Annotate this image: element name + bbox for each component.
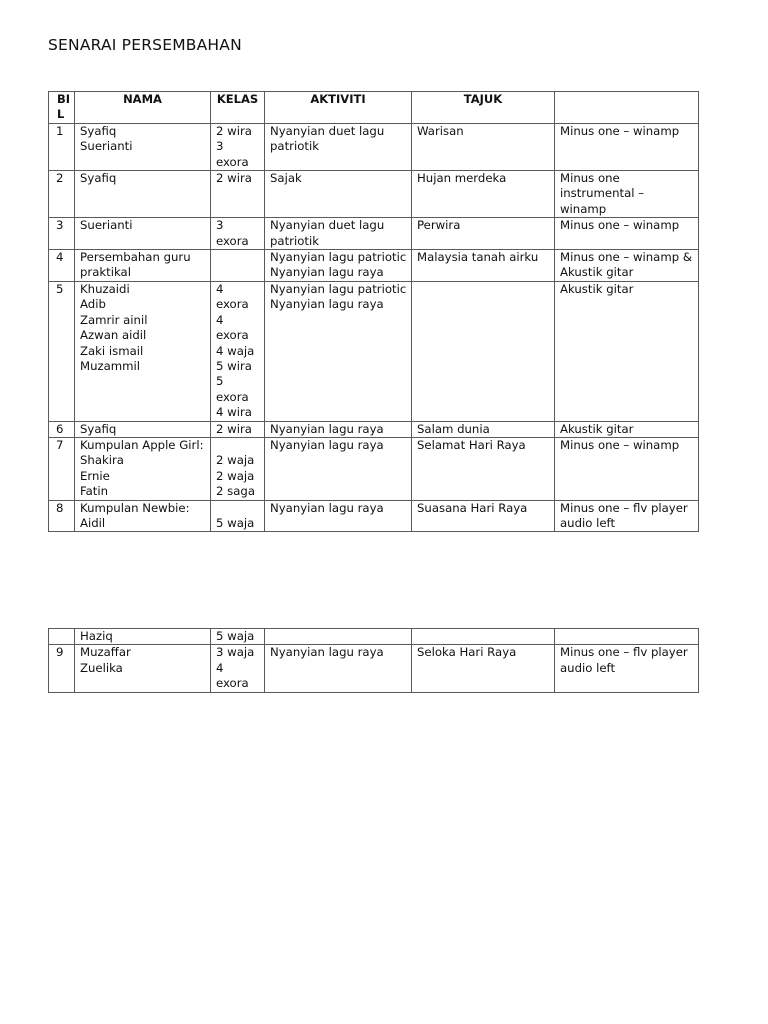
cell-bil: 6 — [49, 421, 75, 437]
cell-aktiviti: Sajak — [265, 171, 412, 218]
cell-bil: 8 — [49, 500, 75, 532]
cell-kelas: 2 wira 3 exora — [211, 123, 265, 170]
cell-tajuk: Selamat Hari Raya — [412, 437, 555, 500]
performance-table-continued — [48, 628, 699, 693]
header-tajuk: TAJUK — [412, 92, 555, 124]
cell-tajuk: Salam dunia — [412, 421, 555, 437]
cell-nama: Kumpulan Apple Girl: Shakira Ernie Fatin — [75, 437, 211, 500]
cell-nama: Persembahan guru praktikal — [75, 250, 211, 282]
cell-bil: 7 — [49, 437, 75, 500]
table-row — [49, 629, 699, 645]
cell-aktiviti: Nyanyian lagu raya — [265, 437, 412, 500]
cell-kelas: 5 waja — [211, 629, 265, 645]
cell-bil: 9 — [49, 645, 75, 692]
table-row — [49, 645, 699, 692]
cell-kelas: 3 waja 4 exora — [211, 645, 265, 692]
table-row — [49, 218, 699, 250]
cell-bil — [49, 629, 75, 645]
cell-aktiviti: Nyanyian lagu patriotic Nyanyian lagu raya — [265, 250, 412, 282]
cell-catatan: Minus one instrumental – winamp — [555, 171, 699, 218]
cell-catatan — [555, 629, 699, 645]
cell-nama: Haziq — [75, 629, 211, 645]
header-aktiviti: AKTIVITI — [265, 92, 412, 124]
cell-tajuk: Suasana Hari Raya — [412, 500, 555, 532]
cell-kelas: 4 exora 4 exora 4 waja 5 wira 5 exora 4 wira — [211, 281, 265, 421]
cell-bil: 5 — [49, 281, 75, 421]
header-nama: NAMA — [75, 92, 211, 124]
cell-nama: Suerianti — [75, 218, 211, 250]
cell-nama: Syafiq — [75, 421, 211, 437]
cell-nama: Khuzaidi Adib Zamrir ainil Azwan aidil Zaki ismail Muzammil — [75, 281, 211, 421]
cell-catatan: Minus one – winamp — [555, 437, 699, 500]
cell-kelas: 3 exora — [211, 218, 265, 250]
cell-tajuk: Perwira — [412, 218, 555, 250]
cell-tajuk: Malaysia tanah airku — [412, 250, 555, 282]
cell-kelas: 2 wira — [211, 171, 265, 218]
cell-tajuk — [412, 629, 555, 645]
page-title: SENARAI PERSEMBAHAN — [48, 36, 242, 54]
table-row — [49, 500, 699, 532]
header-bil: BI L — [49, 92, 75, 124]
cell-aktiviti: Nyanyian duet lagu patriotik — [265, 123, 412, 170]
cell-aktiviti: Nyanyian lagu raya — [265, 645, 412, 692]
cell-bil: 3 — [49, 218, 75, 250]
cell-catatan: Minus one – winamp — [555, 123, 699, 170]
table-row — [49, 123, 699, 170]
cell-kelas: 5 waja — [211, 500, 265, 532]
cell-tajuk: Hujan merdeka — [412, 171, 555, 218]
cell-aktiviti: Nyanyian lagu raya — [265, 421, 412, 437]
cell-aktiviti: Nyanyian lagu patriotic Nyanyian lagu raya — [265, 281, 412, 421]
cell-kelas — [211, 250, 265, 282]
cell-tajuk: Warisan — [412, 123, 555, 170]
cell-bil: 4 — [49, 250, 75, 282]
cell-catatan: Minus one – winamp — [555, 218, 699, 250]
table-row — [49, 171, 699, 218]
cell-tajuk: Seloka Hari Raya — [412, 645, 555, 692]
cell-catatan: Akustik gitar — [555, 421, 699, 437]
cell-kelas: 2 waja 2 waja 2 saga — [211, 437, 265, 500]
cell-catatan: Minus one – flv player audio left — [555, 500, 699, 532]
header-catatan — [555, 92, 699, 124]
cell-catatan: Akustik gitar — [555, 281, 699, 421]
cell-catatan: Minus one – winamp & Akustik gitar — [555, 250, 699, 282]
cell-kelas: 2 wira — [211, 421, 265, 437]
cell-catatan: Minus one – flv player audio left — [555, 645, 699, 692]
table-row — [49, 250, 699, 282]
header-row — [49, 92, 699, 124]
cell-bil: 1 — [49, 123, 75, 170]
cell-nama: Muzaffar Zuelika — [75, 645, 211, 692]
cell-aktiviti — [265, 629, 412, 645]
table-row — [49, 281, 699, 421]
table-row — [49, 437, 699, 500]
cell-nama: Syafiq — [75, 171, 211, 218]
cell-bil: 2 — [49, 171, 75, 218]
cell-tajuk — [412, 281, 555, 421]
cell-aktiviti: Nyanyian duet lagu patriotik — [265, 218, 412, 250]
table-row — [49, 421, 699, 437]
header-kelas: KELAS — [211, 92, 265, 124]
cell-nama: Kumpulan Newbie: Aidil — [75, 500, 211, 532]
cell-aktiviti: Nyanyian lagu raya — [265, 500, 412, 532]
cell-nama: Syafiq Suerianti — [75, 123, 211, 170]
performance-table — [48, 91, 699, 532]
